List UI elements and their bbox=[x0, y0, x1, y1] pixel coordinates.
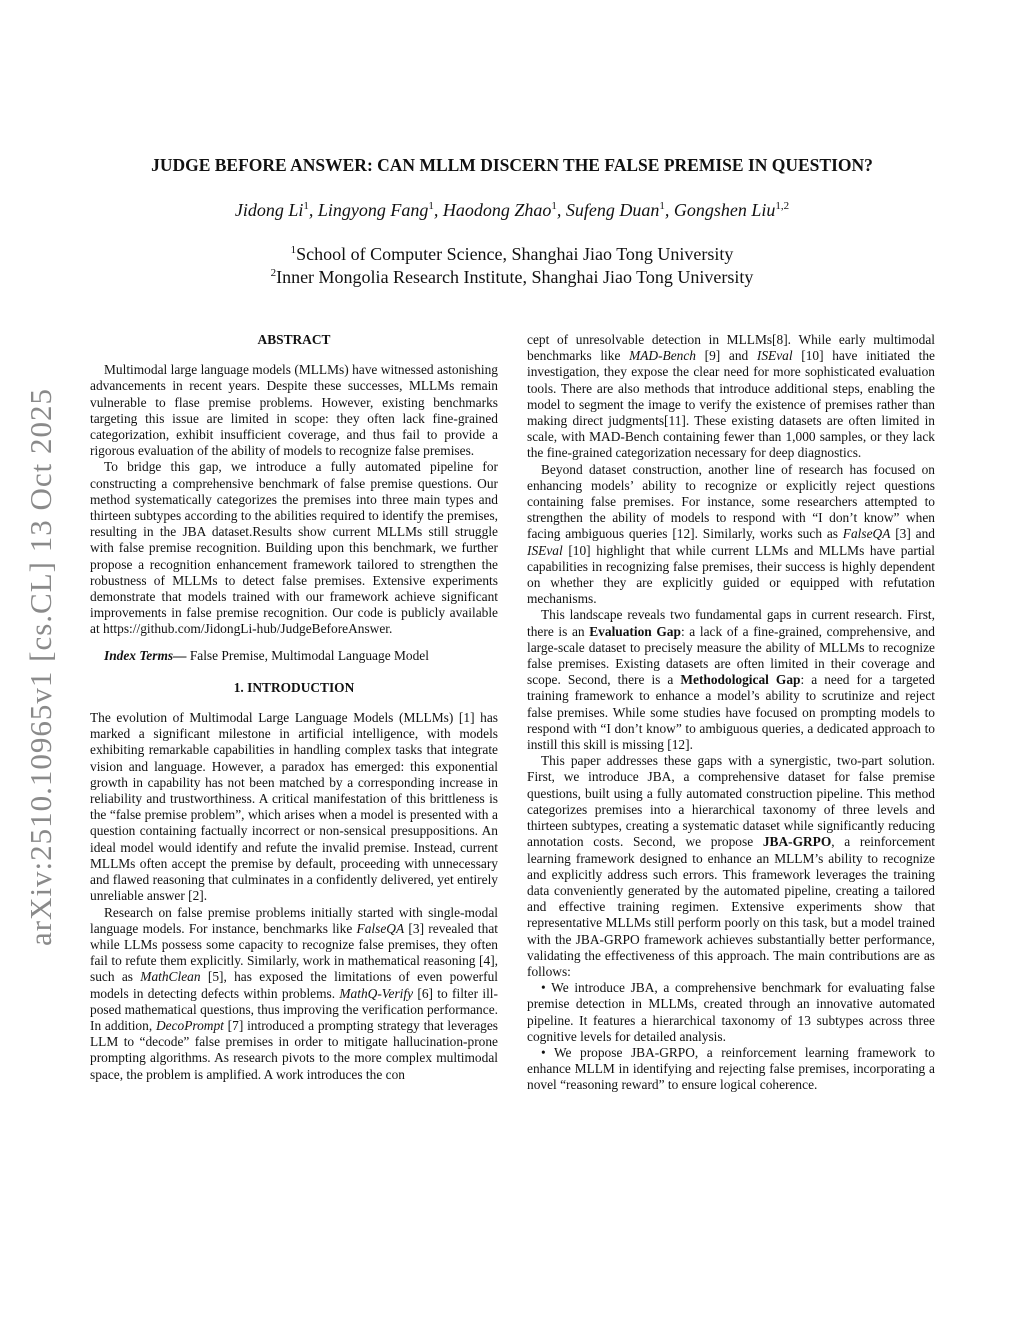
text-run: , a reinforcement learning framework designed to enhance an MLLM’s ability to recognize and explicitly address such errors. This framework leverages the training data conveniently generated by the automated pipeline, creating a tailored and effective training regimen. Extensive experiments show that representative MLLMs still perform poorly on this task, but a model trained with the JBA-GRPO framework achieves substantially better performance, validating the effectiveness of this approach. The main contributions are as follows: bbox=[527, 834, 935, 979]
body-paragraph bbox=[527, 462, 935, 608]
citation-name: MathClean bbox=[140, 969, 201, 985]
text-run: : a lack of a fine-grained, comprehensive, and large-scale dataset to precisely measure the ability of MLLMs to recognize false premises. Existing datasets are often limited in their coverage and scope. Second, there is a bbox=[527, 623, 935, 688]
author-name: Jidong Li bbox=[234, 200, 304, 220]
citation-name: MAD-Bench bbox=[629, 348, 696, 364]
text-run: : a need for a targeted training framework to enhance a model’s ability to scrutinize and reject false premises. While some studies have focused on prompting models to respond with “I don’t know” to ambiguous queries, a dedicated approach to instill this skill is missing [12]. bbox=[527, 672, 935, 753]
affiliation-text: Inner Mongolia Research Institute, Shanghai Jiao Tong University bbox=[276, 267, 754, 287]
text-run: cept of unresolvable detection in MLLMs[8]. While early multimodal benchmarks like bbox=[527, 332, 935, 364]
citation-name: MathQ-Verify bbox=[339, 985, 414, 1001]
index-terms bbox=[90, 648, 498, 664]
affiliations bbox=[60, 243, 964, 289]
abstract-paragraph: To bridge this gap, we introduce a fully automated pipeline for constructing a comprehensive benchmark of false premise questions. Our method systematically categorizes the premises into three main types and thirteen subtypes according to the abilities required to identify the premises, resulting in the JBA dataset.Results show current MLLMs still struggle with false premise recognition. Building upon this benchmark, we further propose a recognition enhancement framework tailored to strengthen the robustness of MLLMs to detect false premises. Extensive experiments demonstrate that models trained with our framework achieve significant improvements in false premise recognition. Our code is publicly available at https://github.com/JidongLi-hub/JudgeBeforeAnswer. bbox=[90, 459, 498, 637]
text-run: [5], has exposed the limitations of even powerful models in detecting defects within problems. bbox=[90, 969, 498, 1001]
index-terms-label: Index Terms— bbox=[104, 647, 187, 663]
author-name: Sufeng Duan bbox=[565, 200, 660, 220]
citation-name: ISEval bbox=[527, 542, 563, 558]
citation-name: DecoPrompt bbox=[155, 1017, 224, 1033]
text-run: [9] and bbox=[696, 348, 757, 364]
text-run: [10] have initiated the investigation, they expose the clear need for more sophisticated evaluation tools. There are also methods that introduce additional steps, enabling the model to segment the image to verify the existence of premises rather than making direct judgments[11]. These existing datasets are often limited in scale, with MAD-Bench containing fewer than 1,000 samples, or they lack the fine-grained categorization necessary for deep diagnostics. bbox=[527, 348, 935, 461]
citation-name: FalseQA bbox=[356, 920, 405, 936]
text-run: Beyond dataset construction, another line of research has focused on enhancing models’ ability to recognize or explicitly reject questions containing false premises. For instance, some researchers attempted to strengthen the ability of models to respond with “I don’t know” when facing ambiguous queries [12]. Similarly, works such as bbox=[527, 461, 935, 542]
arxiv-sidebar bbox=[14, 372, 68, 962]
paper-title: JUDGE BEFORE ANSWER: CAN MLLM DISCERN THE FALSE PREMISE IN QUESTION? bbox=[151, 155, 873, 175]
index-terms-text: False Premise, Multimodal Language Model bbox=[186, 647, 429, 663]
author-sup: 1 bbox=[428, 200, 434, 212]
author-sup: 1 bbox=[303, 200, 309, 212]
contribution-bullet: • We propose JBA-GRPO, a reinforcement learning framework to enhance MLLM in identifying and rejecting false premises, incorporating a novel “reasoning reward” to ensure logical coherence. bbox=[527, 1044, 935, 1093]
right-column bbox=[527, 332, 935, 1094]
body-paragraph: The evolution of Multimodal Large Language Models (MLLMs) [1] has marked a significant milestone in artificial intelligence, with models exhibiting remarkable capabilities in handling complex tasks that integrate vision and language. However, a paradox has emerged: this exponential growth in capability has not been matched by a corresponding increase in reliability and trustworthiness. A critical manifestation of this brittleness is the “false premise problem”, which arises when a model is presented with a question containing factually incorrect or non-sensical presuppositions. An ideal model would identify and refute the invalid premise. Instead, current MLLMs often accept the premise by default, proceeding with unnecessary and flawed reasoning that culminates in a confidently delivered, yet entirely unreliable answer [2]. bbox=[90, 710, 498, 904]
author-sup: 1 bbox=[551, 200, 557, 212]
text-run: [10] highlight that while current LLMs and MLLMs have partial capabilities in recognizing false premises, their success is highly dependent on whether they are explicitly guided or equipped with refutation mechanisms. bbox=[527, 542, 935, 607]
affiliation bbox=[60, 243, 964, 266]
body-paragraph bbox=[527, 753, 935, 980]
body-paragraph bbox=[527, 332, 935, 462]
abstract-heading: ABSTRACT bbox=[257, 332, 331, 347]
citation-name: FalseQA bbox=[842, 526, 891, 542]
text-run: [3] revealed that while LLMs possess some capacity to recognize false premises, they often fail to refute them explicitly. Similarly, work in mathematical reasoning [4], such as bbox=[90, 920, 498, 985]
left-column bbox=[90, 332, 498, 1083]
affiliation-sup: 2 bbox=[270, 267, 277, 279]
text-run: [3] and bbox=[890, 526, 935, 542]
affiliation bbox=[60, 266, 964, 289]
bold-term: Methodological Gap bbox=[680, 672, 801, 688]
text-run: [6] to filter ill-posed mathematical questions, thus improving the verification performance. In addition, bbox=[90, 985, 498, 1033]
text-run: This paper addresses these gaps with a synergistic, two-part solution. First, we introduce JBA, a comprehensive dataset for false premise questions, built using a fully automated construction pipeline. This method categorizes premises into a hierarchical taxonomy of three levels and thirteen subtypes, creating a systematic dataset while significantly reducing annotation costs. Second, we propose bbox=[527, 753, 935, 850]
author-sup: 1 bbox=[659, 200, 665, 212]
author-name: Lingyong Fang bbox=[317, 200, 429, 220]
citation-name: ISEval bbox=[756, 348, 793, 364]
bold-term: Evaluation Gap bbox=[589, 623, 681, 639]
text-run: [7] introduced a prompting strategy that leverages LLM to “decode” false premises in order to mitigate hallucination-prone prompting algorithms. As research pivots to the more complex multimodal space, the problem is amplified. A work introduces the con bbox=[90, 1017, 498, 1082]
author-sup: 1,2 bbox=[775, 200, 790, 212]
affiliation-sup: 1 bbox=[290, 244, 297, 256]
text-run: Research on false premise problems initially started with single-modal language models. For instance, benchmarks like bbox=[90, 904, 498, 936]
author-list: Jidong Li$^1$, Lingyong Fang$^1$, Haodong Zhao$^1$, Sufeng Duan$^1$, Gongshen Liu$^{1,2}$ bbox=[234, 200, 790, 220]
section-heading: 1. INTRODUCTION bbox=[233, 679, 355, 695]
contribution-bullet: • We introduce JBA, a comprehensive benchmark for evaluating false premise detection in MLLMs, created through an innovative automated pipeline. It features a hierarchical taxonomy of 13 subtypes across three cognitive levels for detailed analysis. bbox=[527, 980, 935, 1044]
body-paragraph bbox=[527, 607, 935, 753]
author-name: Haodong Zhao bbox=[442, 200, 552, 220]
arxiv-identifier: arXiv:2510.10965v1 [cs.CL] 13 Oct 2025 bbox=[23, 387, 58, 947]
body-paragraph bbox=[90, 905, 498, 1083]
abstract-paragraph: Multimodal large language models (MLLMs) have witnessed astonishing advancements in recent years. Despite these successes, MLLMs remain vulnerable to flase premise problems. However, existing benchmarks targeting this issue are limited in scope: they often lack fine-grained categorization, exhibit insufficient coverage, and thus fail to provide a rigorous evaluation of the ability of models to recognize false premises. bbox=[90, 362, 498, 459]
text-run: This landscape reveals two fundamental gaps in current research. First, there is an bbox=[527, 607, 935, 639]
affiliation-text: School of Computer Science, Shanghai Jiao Tong University bbox=[296, 244, 734, 264]
author-name: Gongshen Liu bbox=[673, 200, 776, 220]
bold-term: JBA-GRPO bbox=[762, 834, 832, 850]
